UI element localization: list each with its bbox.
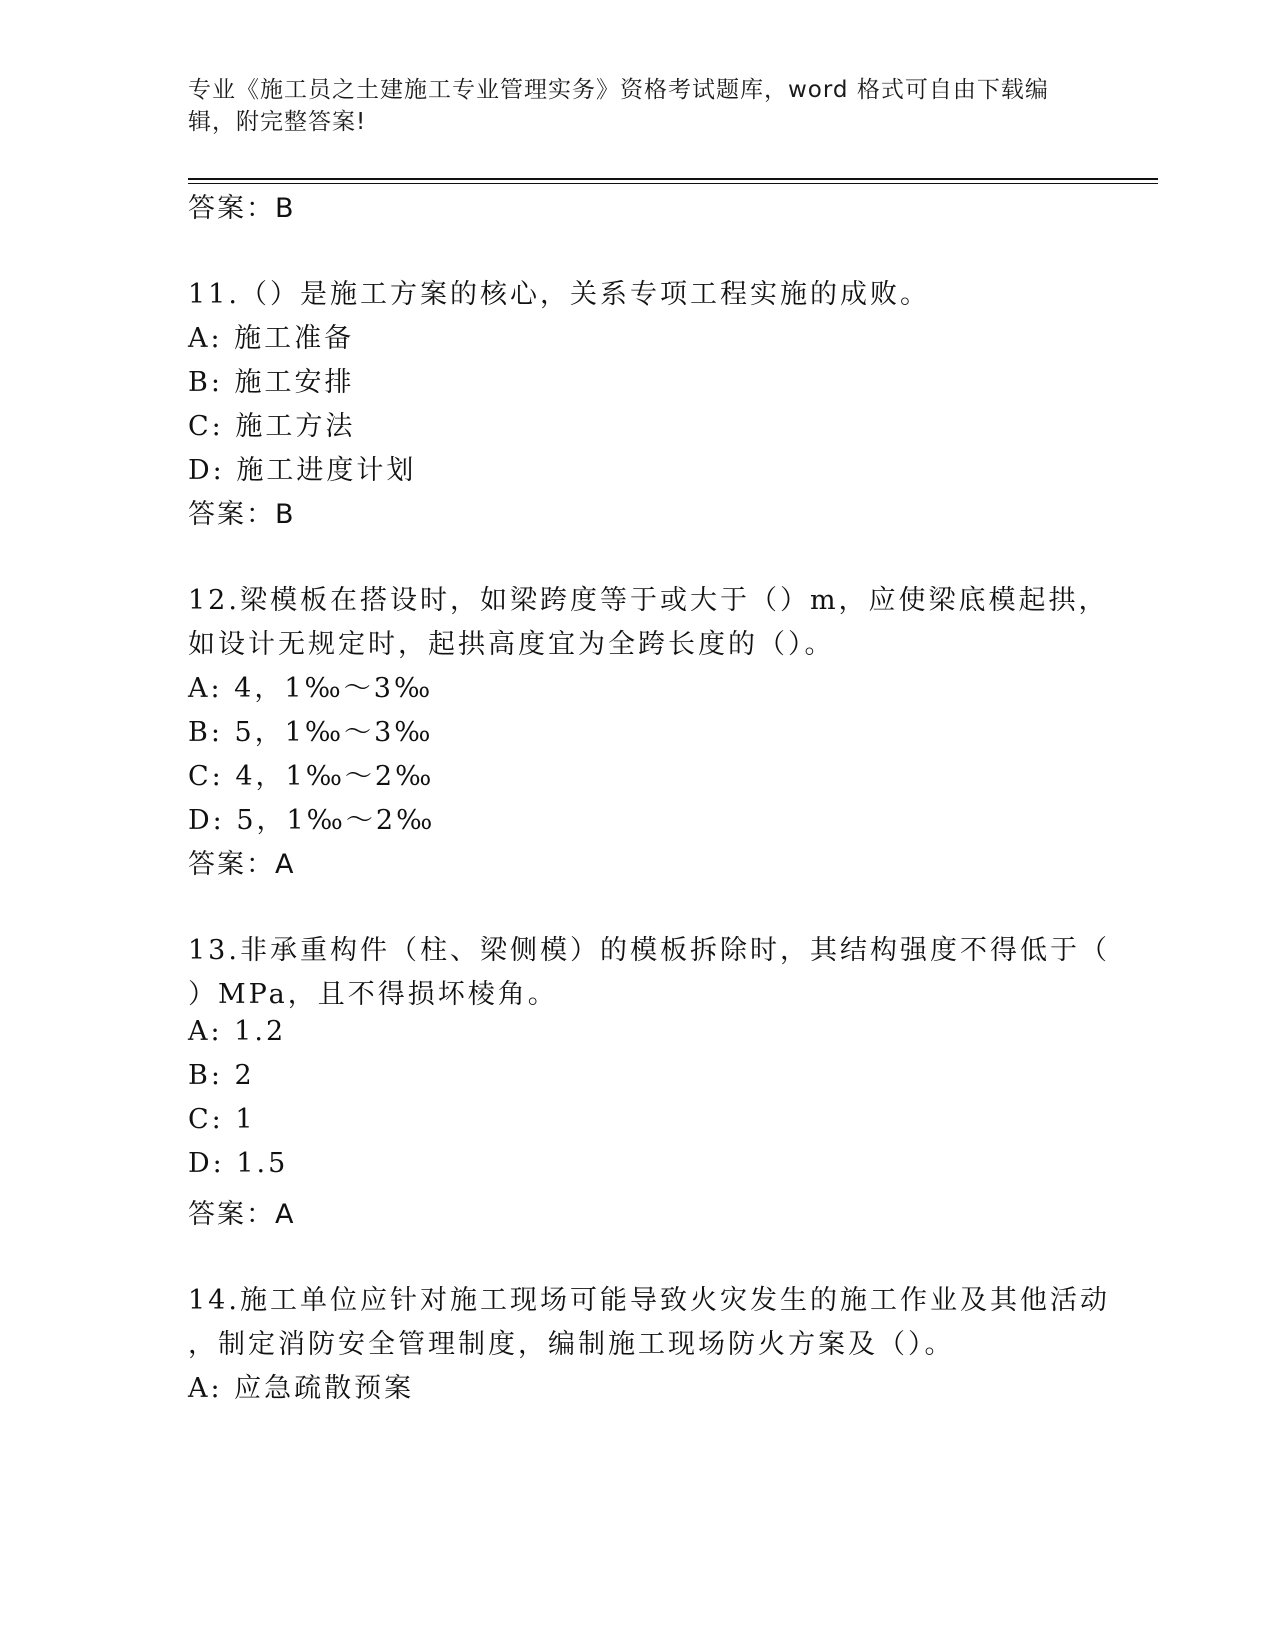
question-12-option-c: C: 4，1‰～2‰ [188, 761, 435, 792]
question-12-option-b: B: 5，1‰～3‰ [188, 717, 434, 748]
question-13-stem-line-2: ）MPa，且不得损坏棱角。 [188, 979, 558, 1010]
question-13-stem-line-1: 13.非承重构件（柱、梁侧模）的模板拆除时，其结构强度不得低于（ [188, 935, 1110, 966]
header-divider-thin [188, 183, 1158, 184]
question-14-stem-line-2: ，制定消防安全管理制度，编制施工现场防火方案及（）。 [188, 1329, 955, 1360]
question-13-option-b: B: 2 [188, 1060, 255, 1091]
answer-line: 答案：B [188, 193, 296, 224]
question-14-option-a: A: 应急疏散预案 [188, 1373, 415, 1404]
question-13-option-c: C: 1 [188, 1104, 256, 1135]
question-12-option-d: D: 5，1‰～2‰ [188, 805, 436, 836]
question-12-answer: 答案：A [188, 849, 296, 880]
question-11-answer: 答案：B [188, 499, 296, 530]
question-12-stem-line-2: 如设计无规定时，起拱高度宜为全跨长度的（）。 [188, 629, 835, 660]
question-11-option-d: D: 施工进度计划 [188, 455, 417, 486]
question-11-option-b: B: 施工安排 [188, 367, 355, 398]
question-12-option-a: A: 4，1‰～3‰ [188, 673, 434, 704]
question-11-stem: 11.（）是施工方案的核心，关系专项工程实施的成败。 [188, 279, 930, 310]
question-12-stem-line-1: 12.梁模板在搭设时，如梁跨度等于或大于（）m，应使梁底模起拱， [188, 585, 1109, 616]
question-14-stem-line-1: 14.施工单位应针对施工现场可能导致火灾发生的施工作业及其他活动 [188, 1285, 1110, 1316]
question-13-answer: 答案：A [188, 1199, 296, 1230]
header-divider-thick [188, 178, 1158, 180]
page-header-text: 专业《施工员之土建施工专业管理实务》资格考试题库，word 格式可自由下载编辑，附完整答案! [188, 77, 1049, 135]
question-13-option-d: D: 1.5 [188, 1148, 289, 1179]
question-11-option-a: A: 施工准备 [188, 323, 355, 354]
question-11-option-c: C: 施工方法 [188, 411, 356, 442]
question-13-option-a: A: 1.2 [188, 1016, 287, 1047]
